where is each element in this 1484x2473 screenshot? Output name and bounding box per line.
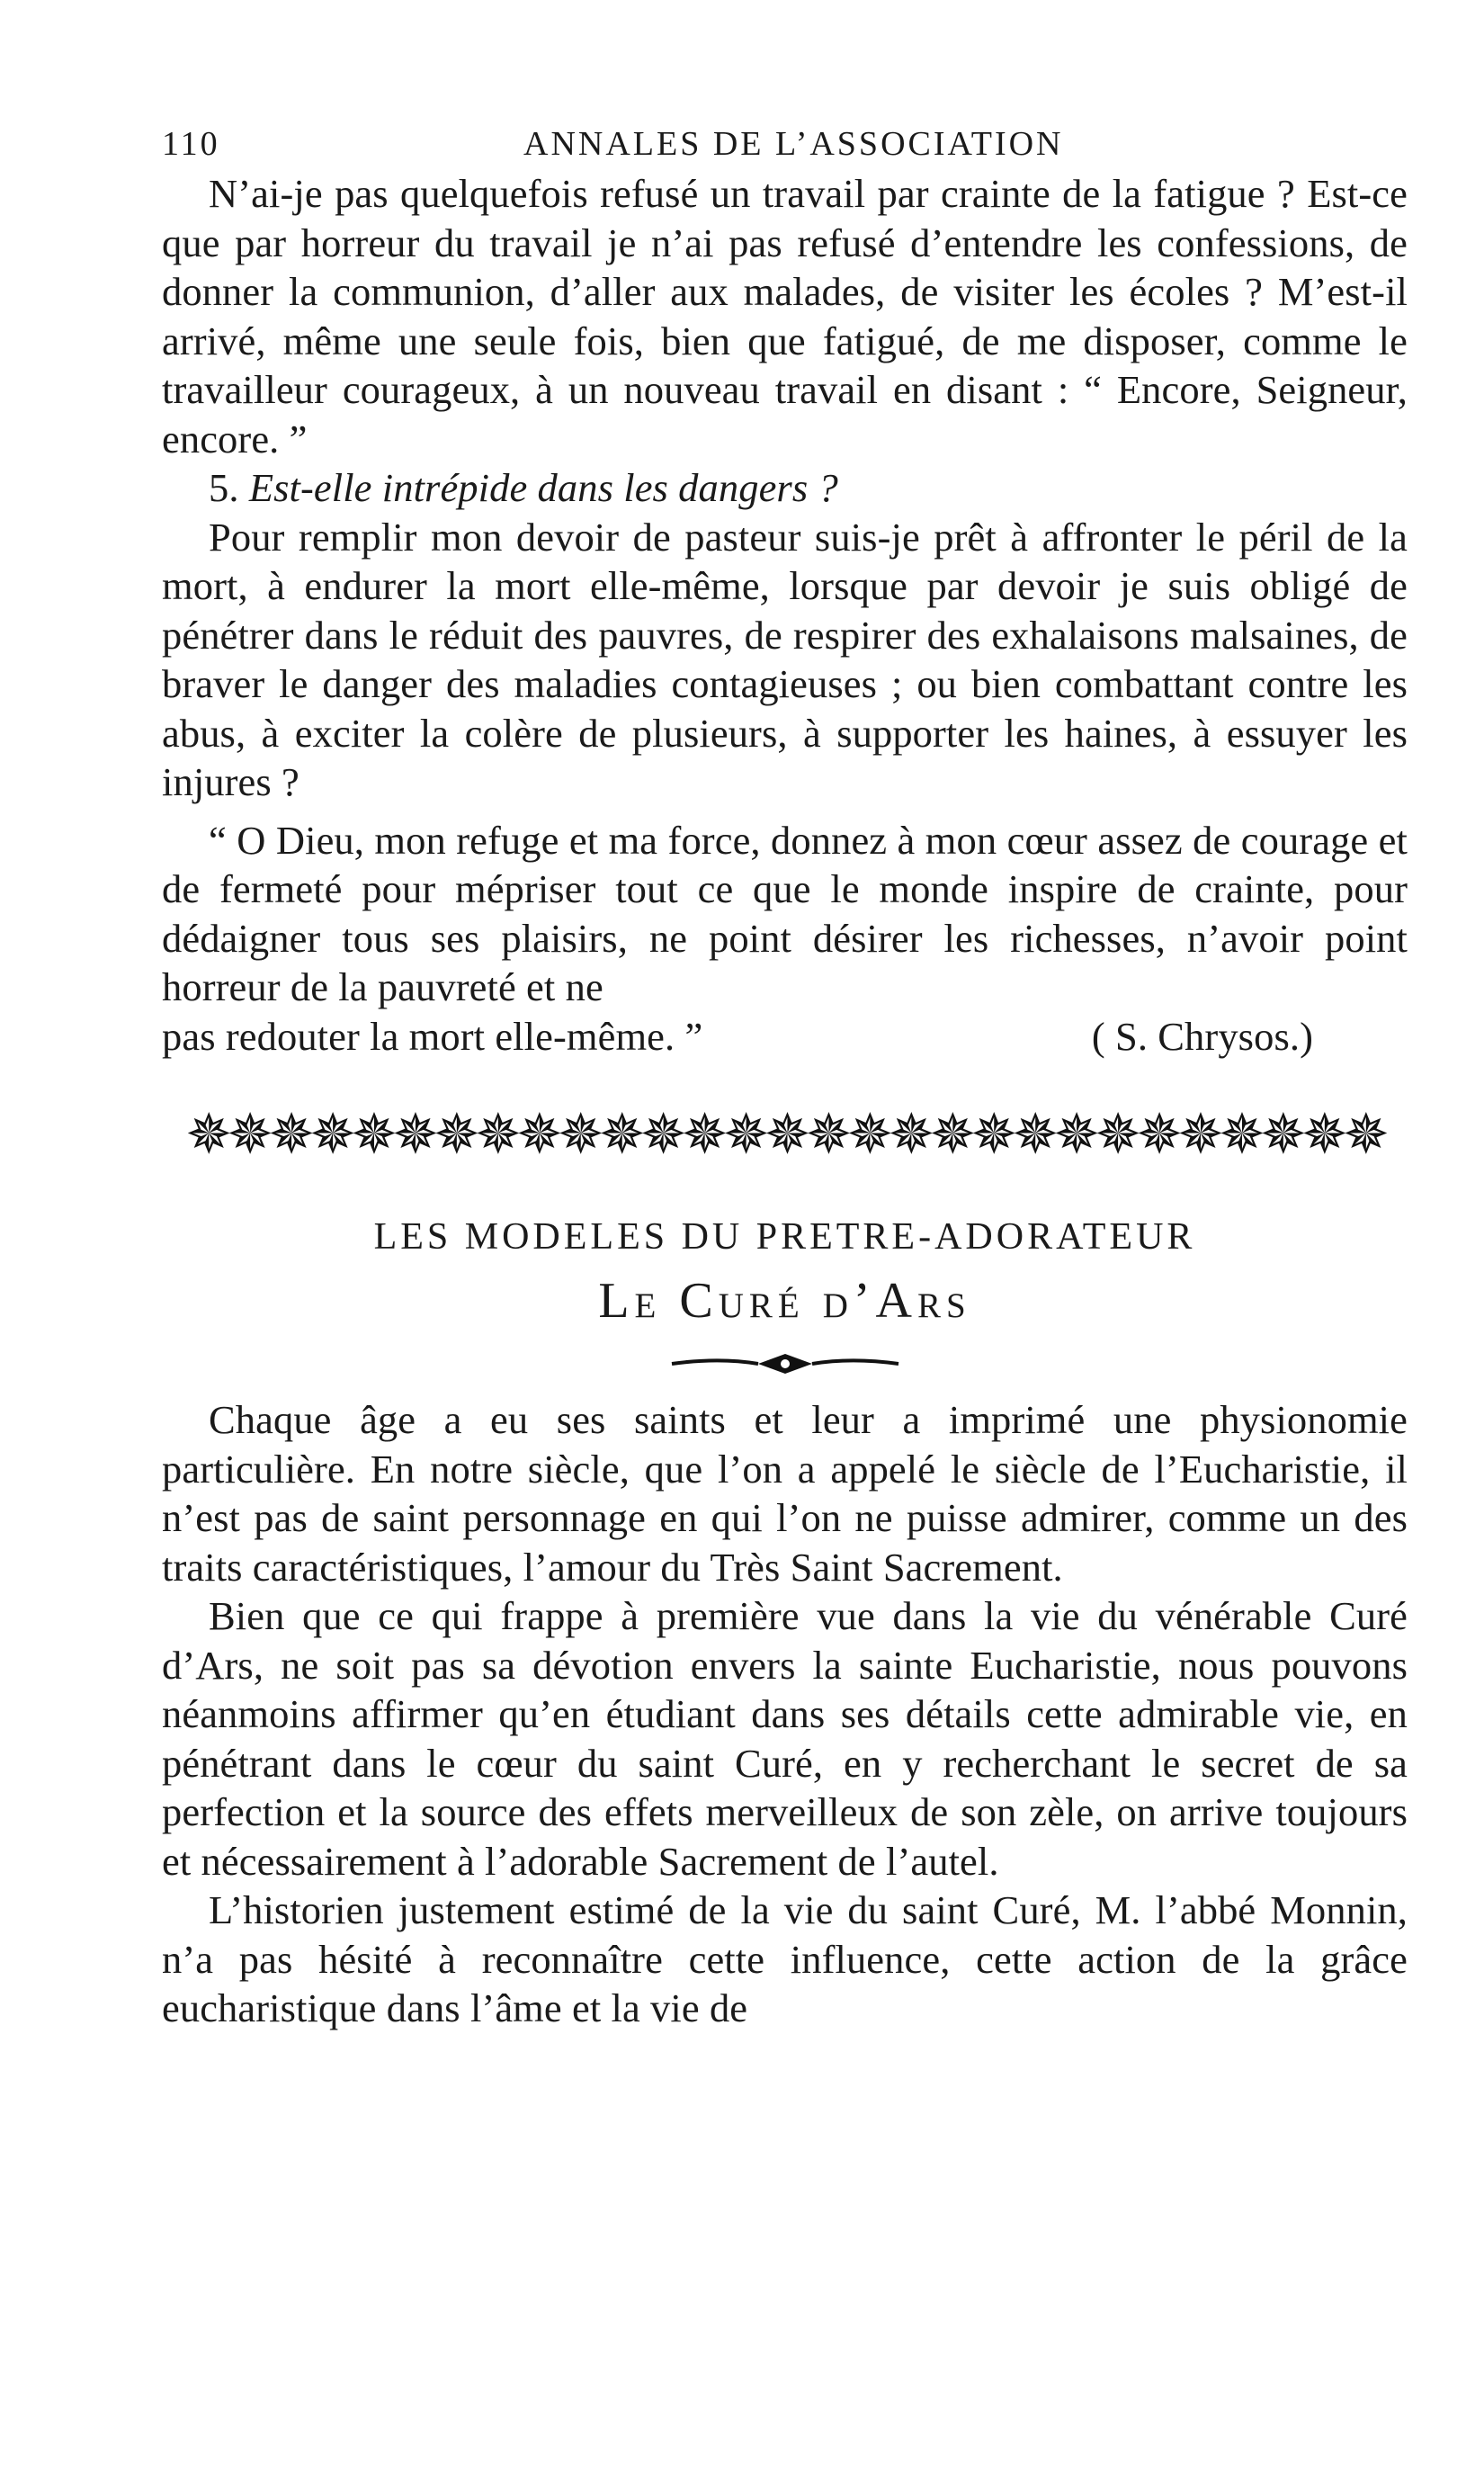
quote-text: “ O Dieu, mon refuge et ma force, donnez à mon cœur assez de courage et de fermeté pour mépriser tout ce que le monde inspire de crainte, pour dédaigner tous ses plaisirs, ne point désirer les richesses, n’avoir point horreur de la pauvreté et ne (162, 817, 1408, 1009)
body-paragraph-1: Chaque âge a eu ses saints et leur a imprimé une physionomie particulière. En notre siècle, que l’on a appelé le siècle de l’Eucharistie, il n’est pas de saint personnage en qui l’on ne puisse admirer, comme un des traits caractéristiques, l’amour du Très Saint Sacrement. (162, 1397, 1408, 1590)
question-text: Est-elle intrépide dans les dangers ? (248, 465, 838, 510)
question-paragraph: Pour remplir mon devoir de pasteur suis-je prêt à affronter le péril de la mort, à endurer la mort elle-même, lorsque par devoir je suis obligé de pénétrer dans le réduit des pauvres, de respirer des exhalaisons malsaines, de braver le danger des maladies contagieuses ; ou bien combattant contre les abus, à exciter la colère de plusieurs, à supporter les haines, à essuyer les injures ? (162, 514, 1408, 804)
page-number: 110 (162, 125, 220, 163)
ornament-band: ✵✵✵✵✵✵✵✵✵✵✵✵✵✵✵✵✵✵✵✵✵✵✵✵✵✵✵✵✵ (185, 1105, 1384, 1166)
question-heading (162, 463, 1408, 513)
ornamental-divider-icon (668, 1349, 902, 1379)
section-title: Le Curé d’Ars (598, 1273, 971, 1329)
body-paragraph-2: Bien que ce qui frappe à première vue dans la vie du vénérable Curé d’Ars, ne soit pas sa dévotion envers la sainte Eucharistie, nous pouvons néanmoins affirmer qu’en étudiant dans ses détails cette admirable vie, en pénétrant dans le cœur du saint Curé, en y recherchant le secret de sa perfection et la source des effets merveilleux de son zèle, on arrive toujours et nécessairement à l’adorable Sacrement de l’autel. (162, 1593, 1408, 1884)
quote-end: pas redouter la mort elle-même. ” (162, 1013, 703, 1059)
book-page (162, 124, 1408, 2033)
series-title: LES MODELES DU PRETRE-ADORATEUR (373, 1216, 1196, 1258)
quote-attribution: ( S. Chrysos.) (1091, 1013, 1313, 1059)
running-head-title: ANNALES DE L’ASSOCIATION (523, 125, 1064, 163)
top-paragraph: N’ai-je pas quelquefois refusé un travail par crainte de la fatigue ? Est-ce que par horreur du travail je n’ai pas refusé d’entendre les confessions, de donner la communion, d’aller aux malades, de visiter les écoles ? M’est-il arrivé, même une seule fois, bien que fatigué, de me disposer, comme le travailleur courageux, à un nouveau travail en disant : “ Encore, Seigneur, encore. ” (162, 171, 1408, 461)
quote-block (162, 816, 1408, 1062)
body-paragraph-3: L’historien justement estimé de la vie du saint Curé, M. l’abbé Monnin, n’a pas hésité à reconnaître cette influence, cette action de la grâce eucharistique dans l’âme et la vie de (162, 1887, 1408, 2030)
quote-last-line (162, 1012, 1408, 1062)
question-number: 5. (209, 465, 239, 510)
running-head (162, 124, 1408, 169)
